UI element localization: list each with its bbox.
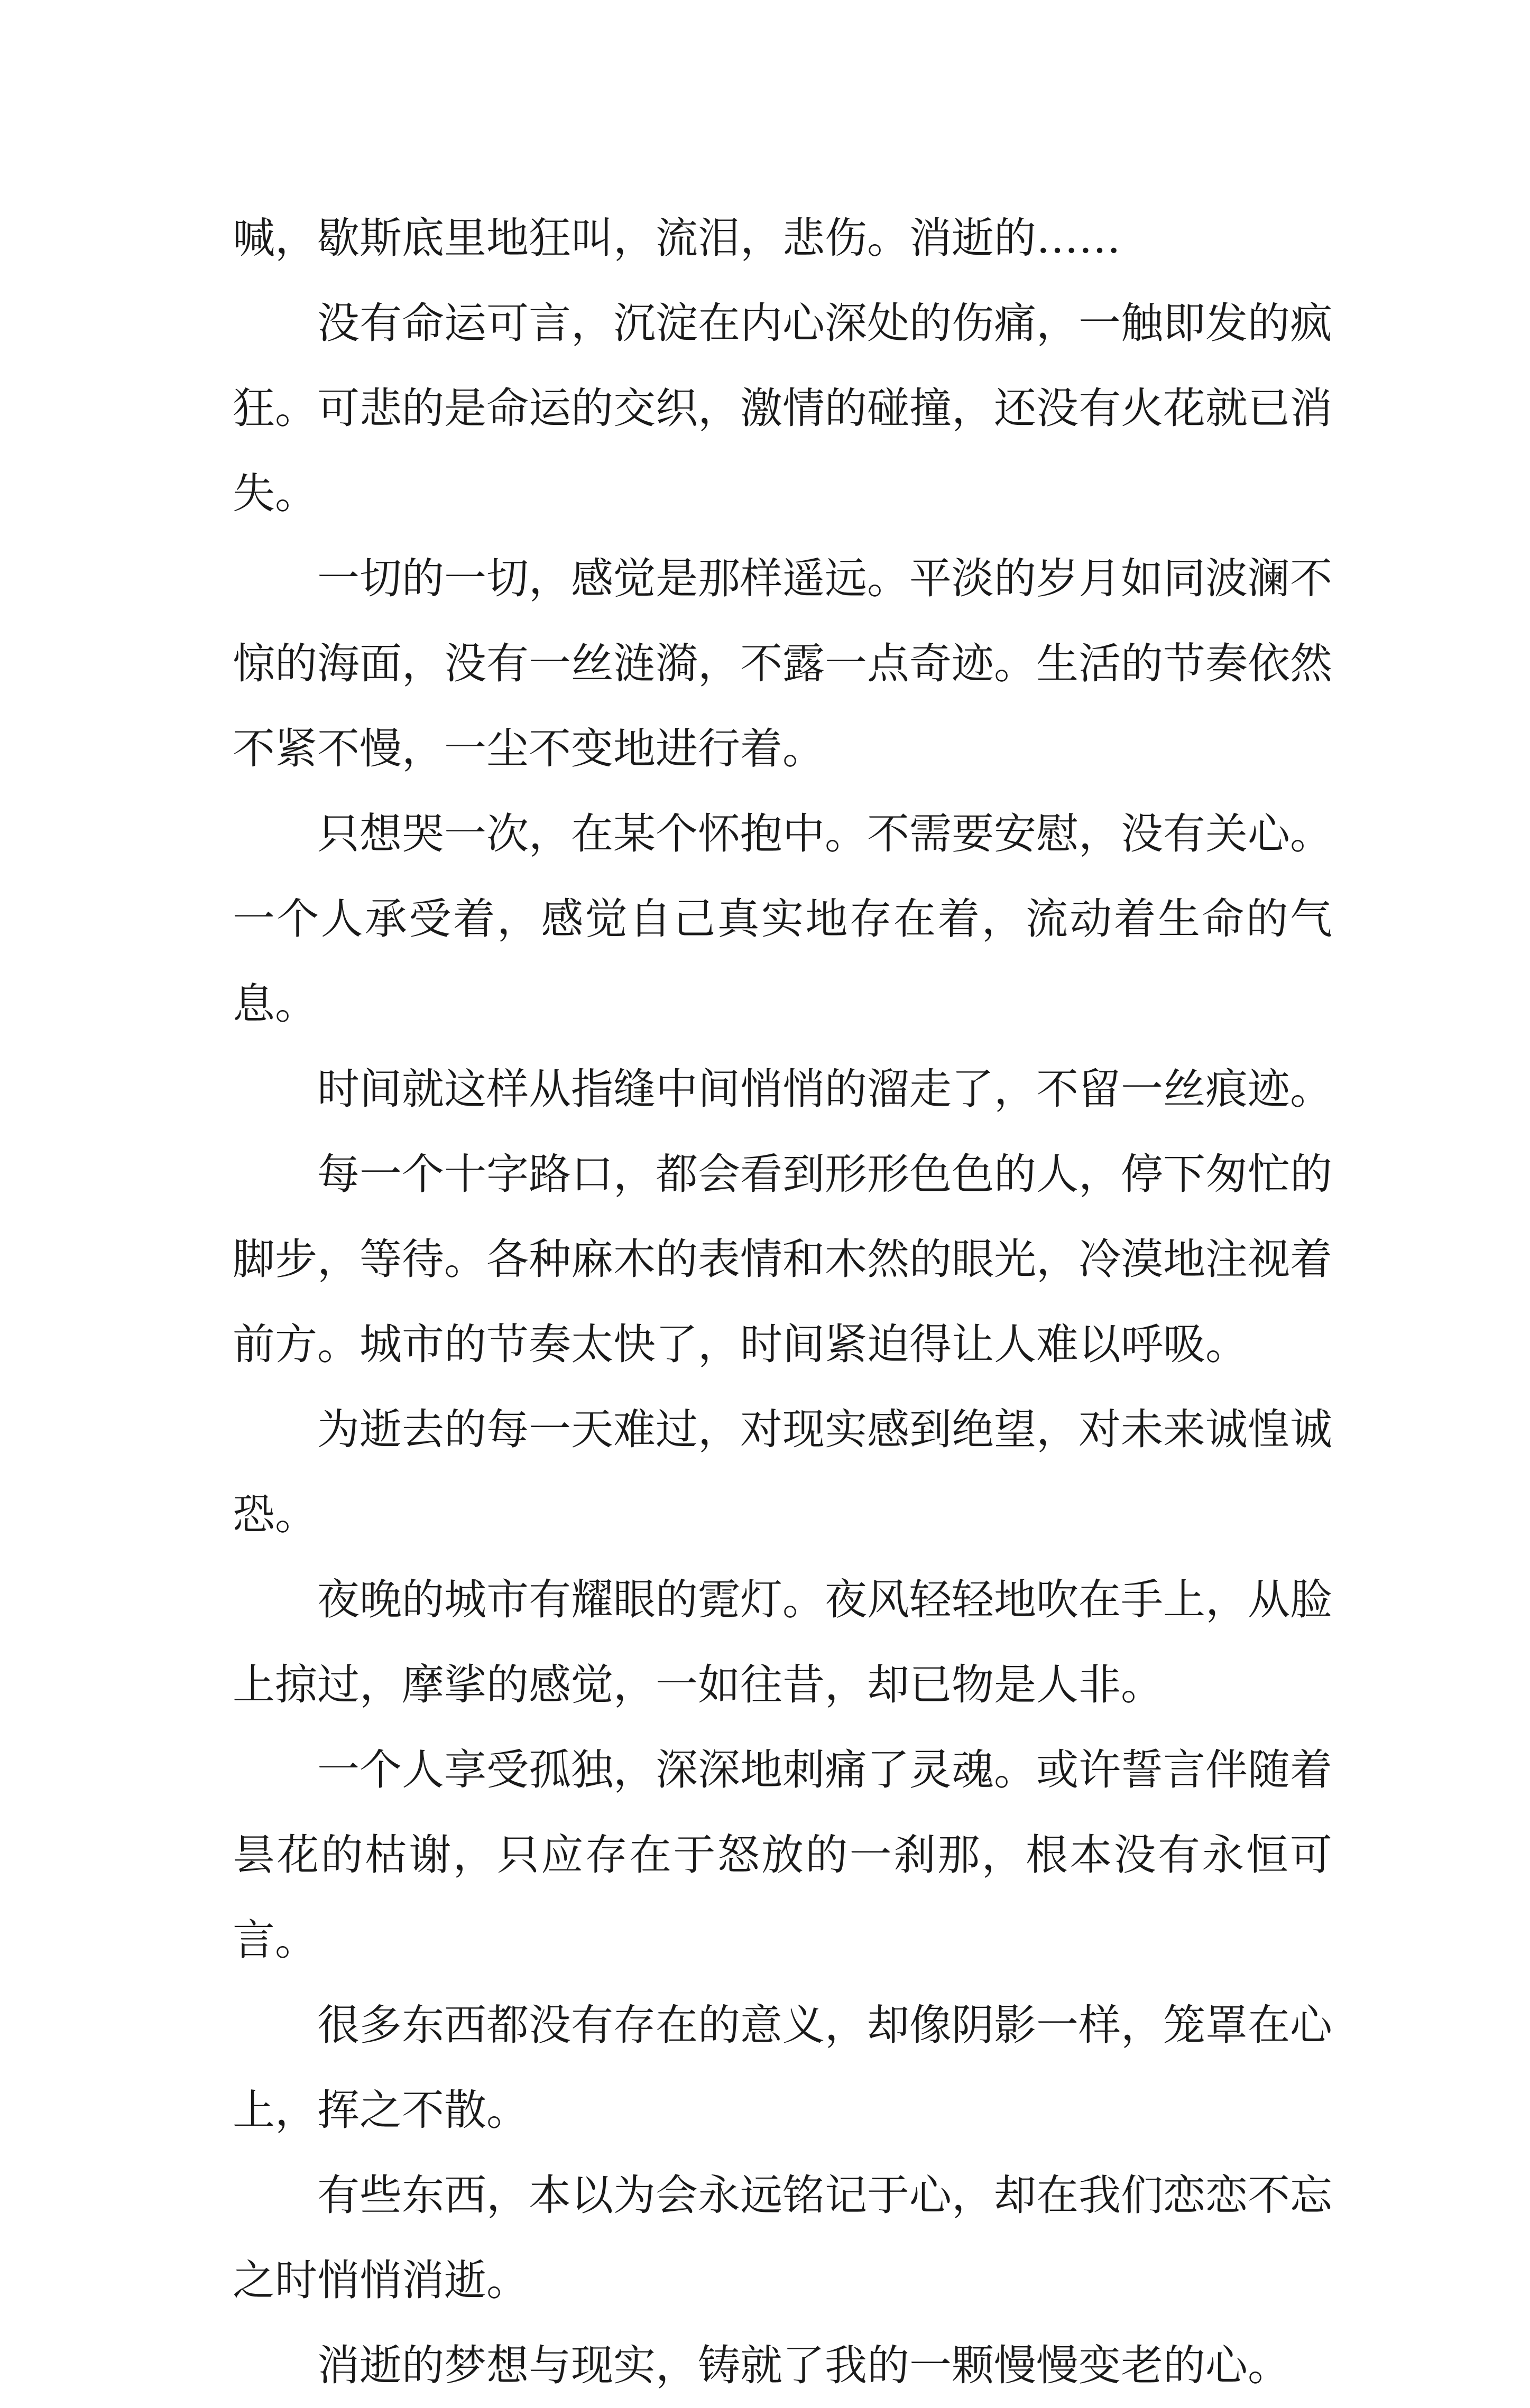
body-text bbox=[233, 196, 1332, 2408]
paragraph: 消逝的梦想与现实，铸就了我的一颗慢慢变老的心。 bbox=[317, 2341, 1290, 2390]
paragraph: 没有命运可言，沉淀在内心深处的伤痛，一触即发的疯狂。可悲的是命运的交织，激情的碰撞，还没有火花就已消失。 bbox=[233, 299, 1332, 518]
paragraph: 夜晚的城市有耀眼的霓灯。夜风轻轻地吹在手上，从脸上掠过，摩挲的感觉，一如往昔，却已物是人非。 bbox=[233, 1575, 1332, 1709]
paragraph: 只想哭一次，在某个怀抱中。不需要安慰，没有关心。一个人承受着，感觉自己真实地存在着，流动着生命的气息。 bbox=[233, 809, 1332, 1029]
paragraph: 为逝去的每一天难过，对现实感到绝望，对未来诚惶诚恐。 bbox=[233, 1405, 1332, 1539]
paragraph: 一切的一切，感觉是那样遥远。平淡的岁月如同波澜不惊的海面，没有一丝涟漪，不露一点奇迹。生活的节奏依然不紧不慢，一尘不变地进行着。 bbox=[233, 554, 1332, 773]
paragraph: 一个人享受孤独，深深地刺痛了灵魂。或许誓言伴随着昙花的枯谢，只应存在于怒放的一刹那，根本没有永恒可言。 bbox=[233, 1745, 1332, 1965]
paragraph: 时间就这样从指缝中间悄悄的溜走了，不留一丝痕迹。 bbox=[317, 1064, 1332, 1114]
paragraph-continued: 喊，歇斯底里地狂叫，流泪，悲伤。消逝的…… bbox=[233, 214, 1121, 263]
paragraph: 有些东西，本以为会永远铭记于心，却在我们恋恋不忘之时悄悄消逝。 bbox=[233, 2171, 1332, 2305]
paragraph: 很多东西都没有存在的意义，却像阴影一样，笼罩在心上，挥之不散。 bbox=[233, 2001, 1332, 2135]
paragraph: 每一个十字路口，都会看到形形色色的人，停下匆忙的脚步，等待。各种麻木的表情和木然的眼光，冷漠地注视着前方。城市的节奏太快了，时间紧迫得让人难以呼吸。 bbox=[233, 1150, 1332, 1369]
